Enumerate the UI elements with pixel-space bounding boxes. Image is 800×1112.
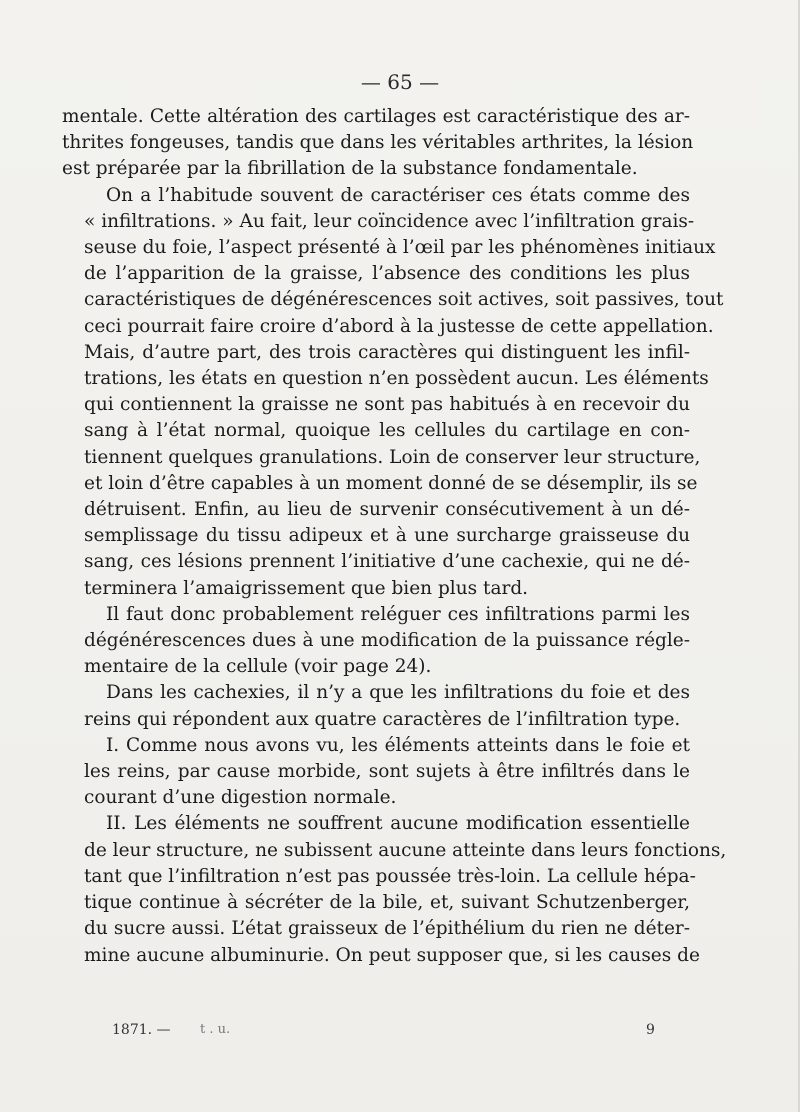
text-line: semplissage du tissu adipeux et à une surcharge graisseuse du [84, 525, 690, 547]
text-line: Il faut donc probablement reléguer ces infiltrations parmi les [106, 603, 690, 625]
text-line: II. Les éléments ne souffrent aucune modification essentielle [106, 813, 690, 835]
text-line: reins qui répondent aux quatre caractères de l’infiltration type. [84, 708, 681, 730]
text-line: « infiltrations. » Au fait, leur coïncidence avec l’infiltration grais- [84, 210, 695, 232]
footer-mark: t . u. [200, 1022, 231, 1037]
text-line: thrites fongeuses, tandis que dans les véritables arthrites, la lésion [62, 132, 694, 154]
text-line: Dans les cachexies, il n’y a que les infiltrations du foie et des [106, 682, 690, 704]
page-number: — 65 — [360, 70, 440, 94]
text-line: et loin d’être capables à un moment donné de se désemplir, ils se [84, 472, 698, 494]
text-line: tant que l’infiltration n’est pas poussée très-loin. La cellule hépa- [84, 865, 696, 887]
text-line: trations, les états en question n’en possèdent aucun. Les éléments [84, 368, 709, 390]
footer-signature: 1871. — [112, 1022, 171, 1038]
text-line: de leur structure, ne subissent aucune atteinte dans leurs fonctions, [84, 839, 727, 861]
text-line: dégénérescences dues à une modification de la puissance régle- [84, 630, 690, 652]
text-line: On a l’habitude souvent de caractériser ces états comme des [106, 184, 690, 206]
text-line: seuse du foie, l’aspect présenté à l’œil par les phénomènes initiaux [84, 237, 716, 259]
text-line: mine aucune albuminurie. On peut supposer que, si les causes de [84, 944, 700, 966]
text-line: détruisent. Enfin, au lieu de survenir consécutivement à un dé- [84, 499, 690, 521]
paragraph [62, 602, 690, 681]
text-line: mentaire de la cellule (voir page 24). [84, 656, 432, 678]
text-line: est préparée par la fibrillation de la substance fondamentale. [62, 158, 638, 180]
paragraph [62, 104, 694, 183]
paragraph [62, 811, 727, 968]
paragraph [62, 183, 724, 602]
paragraph [62, 733, 690, 812]
sheet-number: 9 [646, 1022, 655, 1038]
text-line: tiennent quelques granulations. Loin de conserver leur structure, [84, 446, 701, 468]
body-text [62, 104, 727, 969]
text-line: sang à l’état normal, quoique les cellules du cartilage en con- [84, 420, 690, 442]
text-line: les reins, par cause morbide, sont sujets à être infiltrés dans le [84, 761, 690, 783]
text-line: de l’apparition de la graisse, l’absence des conditions les plus [84, 263, 690, 285]
text-line: mentale. Cette altération des cartilages est caractéristique des ar- [62, 106, 690, 127]
text-line: terminera l’amaigrissement que bien plus tard. [84, 577, 529, 599]
text-line: caractéristiques de dégénérescences soit actives, soit passives, tout [84, 289, 724, 311]
text-line: I. Comme nous avons vu, les éléments atteints dans le foie et [106, 734, 690, 756]
text-line: du sucre aussi. L’état graisseux de l’épithélium du rien ne déter- [84, 918, 690, 940]
text-line: qui contiennent la graisse ne sont pas habitués à en recevoir du [84, 394, 690, 416]
text-line: ceci pourrait faire croire d’abord à la justesse de cette appellation. [84, 315, 714, 337]
text-line: Mais, d’autre part, des trois caractères qui distinguent les infil- [84, 341, 690, 363]
text-line: tique continue à sécréter de la bile, et, suivant Schutzenberger, [84, 892, 690, 914]
paragraph [62, 680, 690, 732]
text-line: courant d’une digestion normale. [84, 787, 397, 809]
text-line: sang, ces lésions prennent l’initiative d’une cachexie, qui ne dé- [84, 551, 690, 573]
